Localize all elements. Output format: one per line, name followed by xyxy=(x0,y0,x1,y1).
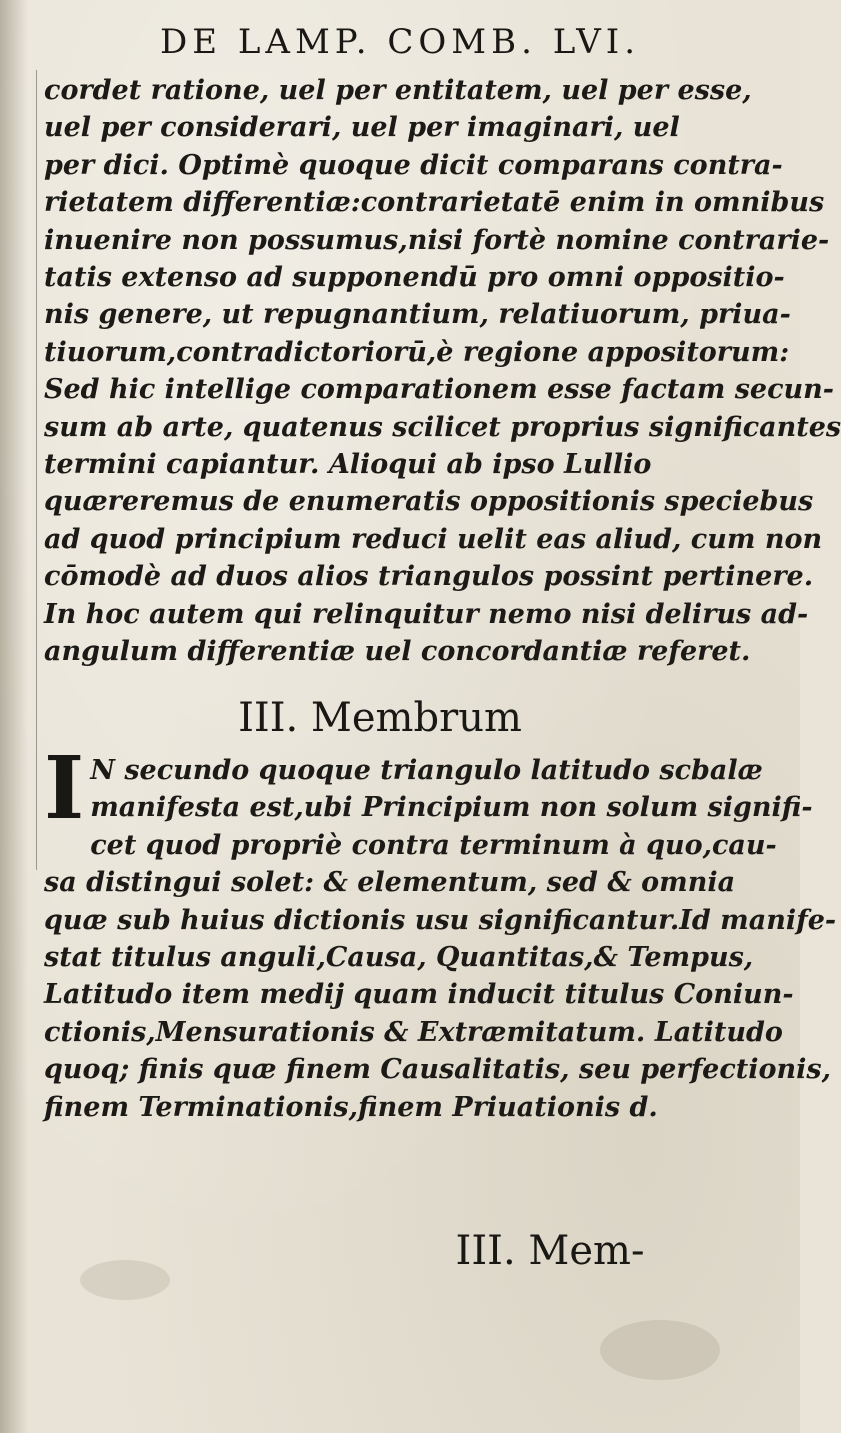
text-line: sum ab arte, quatenus scilicet proprius significantes xyxy=(44,411,841,443)
paper-stain xyxy=(600,1320,720,1380)
text-line: rietatem differentiæ:contrarietatē enim in omnibus xyxy=(44,187,825,219)
text-line: stat titulus anguli,Causa, Quantitas,& Tempus, xyxy=(44,942,754,974)
text-line: uel per considerari, uel per imaginari, uel xyxy=(44,112,680,144)
text-line: per dici. Optimè quoque dicit comparans contra- xyxy=(44,149,783,181)
margin-rule xyxy=(36,70,37,870)
drop-cap: I xyxy=(44,738,85,839)
text-line: termini capiantur. Alioqui ab ipso Lullio xyxy=(44,449,652,481)
text-line: manifesta est,ubi Principium non solum signifi- xyxy=(90,792,813,824)
catchword-heading: III. Mem- xyxy=(455,1228,645,1274)
text-line: ctionis,Mensurationis & Extræmitatum. Latitudo xyxy=(44,1016,783,1048)
text-line: ad quod principium reduci uelit eas aliud, cum non xyxy=(44,523,823,555)
text-line: quæreremus de enumeratis oppositionis speciebus xyxy=(44,486,814,518)
section-heading: III. Membrum xyxy=(238,695,522,741)
text-line: tiuorum,contradictoriorū,è regione appositorum: xyxy=(44,336,790,368)
text-line: quoq; finis quæ finem Causalitatis, seu perfectionis, xyxy=(44,1054,832,1086)
paragraph-2 xyxy=(44,738,837,1126)
text-line: tatis extenso ad supponendū pro omni oppositio- xyxy=(44,262,785,294)
text-line: cordet ratione, uel per entitatem, uel per esse, xyxy=(44,75,752,106)
text-line: In hoc autem qui relinquitur nemo nisi delirus ad- xyxy=(44,598,809,630)
dropcap-lines xyxy=(90,752,812,864)
dropcap-block xyxy=(44,738,813,864)
text-line: finem Terminationis,finem Priuationis d. xyxy=(44,1091,658,1123)
text-line: nis genere, ut repugnantium, relatiuorum, priua- xyxy=(44,299,791,331)
text-line: Sed hic intellige comparationem esse factam secun- xyxy=(44,374,835,406)
text-line: Latitudo item medij quam inducit titulus Coniun- xyxy=(44,979,794,1011)
text-line: sa distingui solet: & elementum, sed & omnia xyxy=(44,867,736,899)
text-line: angulum differentiæ uel concordantiæ referet. xyxy=(44,636,751,668)
gutter-shadow xyxy=(0,0,28,1433)
paper-stain xyxy=(80,1260,170,1300)
text-line: cōmodè ad duos alios triangulos possint pertinere. xyxy=(44,561,814,593)
text-line: quæ sub huius dictionis usu significantur.Id manife- xyxy=(44,904,837,936)
running-header: DE LAMP. COMB. LVI. xyxy=(159,22,641,62)
text-line: N secundo quoque triangulo latitudo scbalæ xyxy=(90,755,763,786)
text-line: cet quod propriè contra terminum à quo,cau- xyxy=(90,829,777,861)
paragraph-1 xyxy=(44,72,841,671)
text-line: inuenire non possumus,nisi fortè nomine contrarie- xyxy=(44,224,830,256)
